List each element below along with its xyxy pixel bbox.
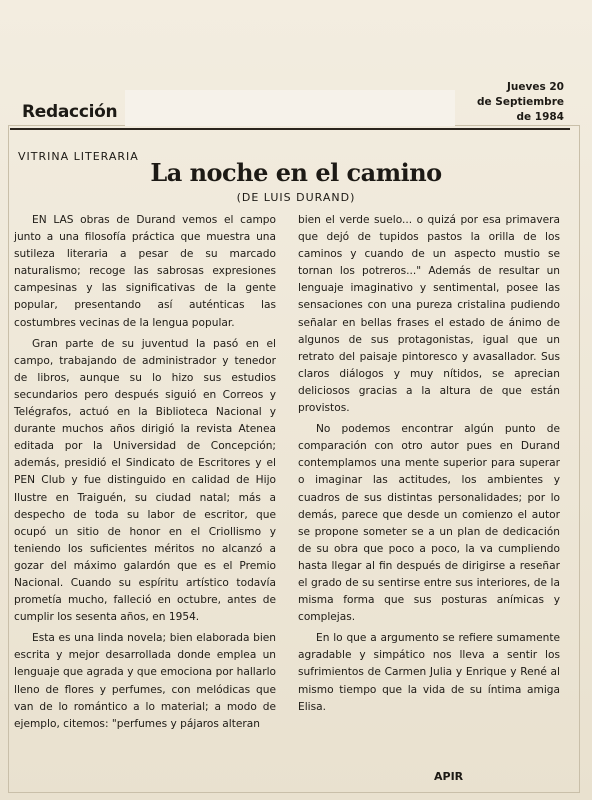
paragraph: bien el verde suelo... o quizá por esa primavera que dejó de tupidos pastos la orilla de los caminos y cuando de un aspecto mustio se tornan los potreros..." Además de resultar un lenguaje imaginativo y sentimental, posee las sensaciones con una pureza cristalina pudiendo señalar en bellas frases el estado de ánimo de algunos de sus protagonistas, igual que un retrato del paisaje pintoresco y avasallador. Sus claros diálogos y muy nítidos, se aprecian deliciosos gracias a la altura de que están provistos.: [298, 214, 560, 415]
date-line-1: Jueves 20: [507, 81, 564, 93]
paragraph: No podemos encontrar algún punto de comparación con otro autor pues en Durand contemplamos una mente superior para superar o imaginar las actitudes, los ambientes y cuadros de sus distintas personalidades; por lo demás, parece que desde un comienzo el autor se propone someter se a un plan de dedicación de su obra que poco a poco, la va cumpliendo hasta llegar al fin después de dirigirse a reseñar el grado de su sentirse entre sus interiores, de la misma forma que sus posturas anímicas y complejas.: [298, 423, 560, 624]
paragraph: Gran parte de su juventud la pasó en el campo, trabajando de administrador y tenedor de libros, aunque su lo hizo sus estudios secundarios pero después siguió en Correos y Telégrafos, actuó en la Biblioteca Nacional y durante muchos años dirigió la revista Atenea editada por la Universidad de Concepción; además, presidió el Sindicato de Escritores y el PEN Club y fue distinguido en calidad de Hijo Ilustre en Traiguén, su ciudad natal; más a despecho de toda su labor de escritor, que ocupó un sitio de honor en el Criollismo y teniendo los suficientes méritos no alcanzó a gozar del máximo galardón que es el Premio Nacional. Cuando su espíritu artístico todavía prometía mucho, falleció en octubre, antes de cumplir los sesenta años, en 1954.: [14, 337, 276, 624]
article-column-left: [14, 212, 276, 737]
article-signature: APIR: [434, 770, 464, 783]
masthead-date: [454, 80, 564, 125]
date-line-3: de 1984: [516, 111, 564, 123]
article-column-right: [298, 212, 560, 720]
paragraph: En lo que a argumento se refiere sumamente agradable y simpático nos lleva a sentir los sufrimientos de Carmen Julia y Enrique y René al mismo tiempo que la vida de su íntima amiga Elisa.: [298, 632, 560, 713]
masthead-blank-area: [125, 90, 455, 126]
article-headline: La noche en el camino: [150, 158, 442, 187]
paragraph: EN LAS obras de Durand vemos el campo junto a una filosofía práctica que muestra una sutileza literaria a pesar de su marcado naturalismo; recoge las sabrosas expresiones campesinas y las significativas de la gente popular, presentando así auténticas las costumbres vecinas de la lengua popular.: [14, 214, 276, 329]
column-label: VITRINA LITERARIA: [18, 150, 139, 163]
masthead-section-name: Redacción: [22, 102, 118, 122]
paragraph: Esta es una linda novela; bien elaborada bien escrita y mejor desarrollada donde emplea un lenguaje que agrada y que emociona por hallarlo lleno de flores y perfumes, con melódicas que van de lo romántico a lo material; a modo de ejemplo, citemos: "perfumes y pájaros alteran: [14, 632, 276, 730]
article-byline: (DE LUIS DURAND): [236, 191, 356, 204]
masthead-rule: [10, 128, 570, 130]
date-line-2: de Septiembre: [477, 96, 564, 108]
